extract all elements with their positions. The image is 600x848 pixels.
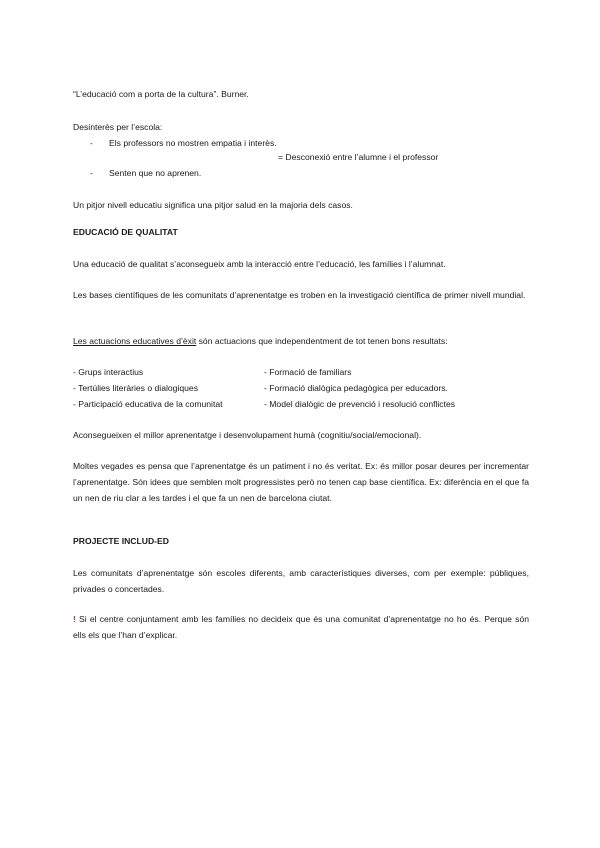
project-paragraph-1: Les comunitats d’aprenentatge són escoles diferents, amb característiques diverses, com per exemple: públiques, privades o concertades. [73, 568, 529, 594]
health-statement: Un pitjor nivell educatiu significa una pitjor salud en la majoria dels casos. [73, 200, 353, 210]
warning-mark: ! [73, 614, 76, 624]
bullet-marker: - [90, 138, 93, 148]
action-item-left: - Grups interactius [73, 367, 144, 377]
project-paragraph-2 [73, 611, 529, 643]
quality-paragraph-4: Moltes vegades es pensa que l’aprenentatge és un patiment i no és veritat. Ex: és millor posar deures per incrementar l’aprenentatge. Són idees que semblen molt progressistes però no tenen cap base científica. Ex: diferència en el que fa un nen de riu clar a les tardes i el que fa un nen de barcelona ciutat. [73, 461, 529, 503]
success-actions-intro [73, 336, 448, 347]
action-item-left: - Participació educativa de la comunitat [73, 399, 223, 409]
success-actions-term: Les actuacions educatives d’èxit [73, 336, 197, 346]
bullet-item: Els professors no mostren empatia i interès. [109, 138, 277, 148]
action-item-left: - Tertúlies literàries o dialogiques [73, 383, 198, 393]
project-paragraph-2-text: Si el centre conjuntament amb les famílies no decideix que és una comunitat d’aprenentatge no ho és. Perque són ells els que l’han d’explicar. [73, 614, 529, 640]
bullet-item: Senten que no aprenen. [109, 168, 202, 178]
bullet-marker: - [90, 168, 93, 178]
action-item-right: - Formació de familiars [264, 367, 352, 377]
section-heading-quality: EDUCACIÓ DE QUALITAT [73, 227, 178, 237]
disconnection-note: = Desconexió entre l’alumne i el professor [278, 152, 439, 162]
quality-paragraph-3: Aconsegueixen el millor aprenentatge i desenvolupament humà (cognitiu/social/emocional). [73, 430, 422, 440]
disinterest-heading: Desinterès per l’escola: [73, 122, 163, 132]
action-item-right: - Formació dialògica pedagògica per educadors. [264, 383, 448, 393]
quality-paragraph-1: Una educació de qualitat s’aconsegueix amb la interacció entre l’educació, les famílies i l’alumnat. [73, 259, 446, 269]
success-actions-rest: són actuacions que independentment de tot tenen bons resultats: [196, 336, 448, 346]
quality-paragraph-2: Les bases científiques de les comunitats d’aprenentatge es troben en la investigació científica de primer nivell mundial. [73, 290, 526, 300]
section-heading-project: PROJECTE INCLUD-ED [73, 536, 169, 546]
action-item-right: - Model dialògic de prevenció i resolució conflictes [264, 399, 456, 409]
opening-quote: “L’educació com a porta de la cultura”. Burner. [73, 89, 249, 99]
